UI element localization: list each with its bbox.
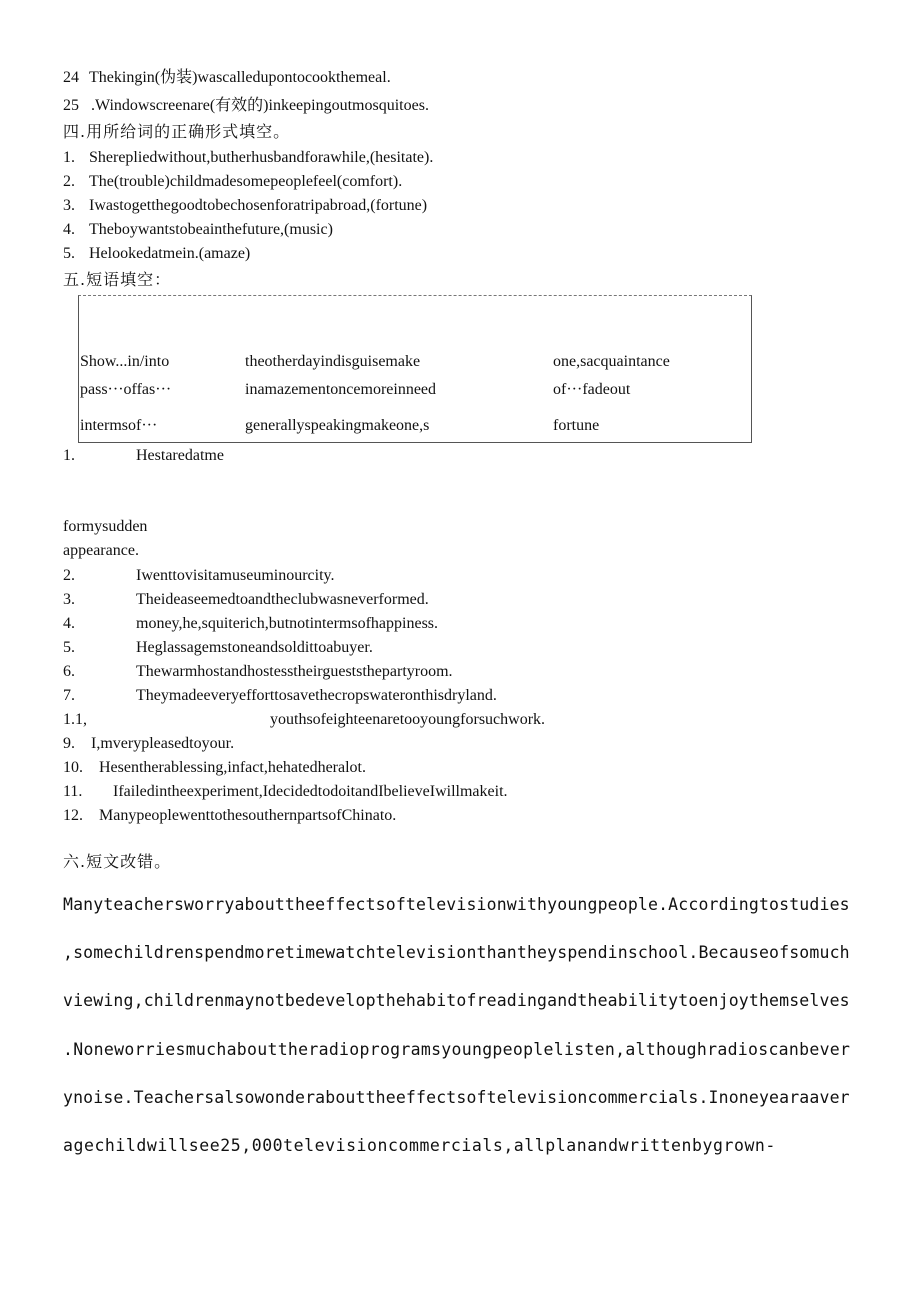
list-item: [63, 734, 234, 754]
item-text: money,he,squiterich,butnotintermsofhappiness.: [136, 615, 439, 632]
item-text: Hestaredatme: [136, 447, 224, 464]
item-number: 24: [63, 69, 79, 86]
item-number: 1.: [63, 447, 75, 464]
phrase-cell: pass···offas···: [80, 381, 172, 398]
phrase-cell: of···fadeout: [553, 381, 631, 398]
item-number: 1.1,: [63, 711, 87, 728]
item-text: ManypeoplewenttothesouthernpartsofChinato.: [99, 807, 397, 824]
item-text: Helookedatmein.(amaze): [89, 245, 251, 262]
passage-line: ,somechildrenspendmoretimewatchtelevisionthantheyspendinschool.Becauseofsomuch: [63, 943, 850, 962]
list-item: [63, 196, 427, 216]
phrase-cell: one,sacquaintance: [553, 353, 670, 370]
passage-line: agechildwillsee25,000televisioncommercials,allplanandwrittenbygrown-: [63, 1136, 776, 1155]
item-number: 7.: [63, 687, 75, 704]
item-number: 11.: [63, 783, 83, 800]
item-number: 2.: [63, 567, 75, 584]
passage-line: Manyteachersworryabouttheeffectsoftelevisionwithyoungpeople.Accordingtostudies: [63, 895, 850, 914]
list-item: [63, 782, 508, 802]
list-item: [63, 686, 497, 706]
item-number: 10.: [63, 759, 83, 776]
list-item: [63, 172, 402, 192]
item-number: 1.: [63, 149, 75, 166]
section-heading-5: 五.短语填空：: [63, 270, 172, 289]
item-text: Theymadeeveryefforttosavethecropswateronthisdryland.: [136, 687, 497, 704]
list-item: [63, 446, 224, 466]
item-number: 5.: [63, 245, 75, 262]
phrase-cell: generallyspeakingmakeone,s: [245, 417, 430, 434]
item-number: 12.: [63, 807, 83, 824]
item-text: Theboywantstobeainthefuture,(music): [89, 221, 333, 238]
list-item: [63, 244, 250, 264]
item-number: 25: [63, 97, 79, 114]
item-text: Sherepliedwithout,butherhusbandforawhile,(hesitate).: [89, 149, 434, 166]
list-item: [63, 614, 438, 634]
phrase-cell: theotherdayindisguisemake: [245, 353, 421, 370]
list-item: [63, 68, 391, 88]
item-number: 5.: [63, 639, 75, 656]
item-text: Ifailedintheexperiment,IdecidedtodoitandIbelieveIwillmakeit.: [113, 783, 508, 800]
section-heading-6: 六.短文改错。: [63, 852, 172, 871]
item-text: Thewarmhostandhostesstheirgueststhepartyroom.: [136, 663, 453, 680]
list-item: [63, 590, 429, 610]
passage-line: ynoise.Teachersalsowonderabouttheeffectsoftelevisioncommercials.Inoneyearaaver: [63, 1088, 850, 1107]
list-item: [63, 662, 453, 682]
list-item: [63, 638, 373, 658]
list-item: [63, 806, 396, 826]
item-text: Iwastogetthegoodtobechosenforatripabroad,(fortune): [89, 197, 428, 214]
list-item: [63, 710, 545, 730]
item-text: Heglassagemstoneandsoldittoabuyer.: [136, 639, 373, 656]
list-item: [63, 96, 429, 116]
section-heading-4: 四.用所给词的正确形式填空。: [63, 122, 291, 141]
phrase-box: [78, 295, 752, 443]
list-item: [63, 566, 334, 586]
list-item-continuation: appearance.: [63, 542, 139, 559]
item-text: Iwenttovisitamuseuminourcity.: [136, 567, 335, 584]
passage-line: .Noneworriesmuchabouttheradioprogramsyoungpeoplelisten,althoughradioscanbever: [63, 1040, 851, 1059]
item-text: Thekingin(伪装)wascalledupontocookthemeal.: [89, 69, 391, 86]
item-text: Hesentherablessing,infact,hehatedheralot.: [99, 759, 366, 776]
item-text: I,mverypleasedtoyour.: [91, 735, 235, 752]
list-item-continuation: formysudden: [63, 518, 148, 535]
item-text: Theideaseemedtoandtheclubwasneverformed.: [136, 591, 429, 608]
item-text: The(trouble)childmadesomepeoplefeel(comfort).: [89, 173, 403, 190]
item-number: 4.: [63, 615, 75, 632]
item-number: 2.: [63, 173, 75, 190]
phrase-cell: intermsof···: [80, 417, 158, 434]
list-item: [63, 148, 433, 168]
item-number: 3.: [63, 197, 75, 214]
item-number: 4.: [63, 221, 75, 238]
passage-line: viewing,childrenmaynotbedevelopthehabitofreadingandtheabilitytoenjoythemselves: [63, 991, 850, 1010]
item-text: .Windowscreenare(有效的)inkeepingoutmosquitoes.: [91, 97, 429, 114]
phrase-cell: inamazementoncemoreinneed: [245, 381, 437, 398]
item-text: youthsofeighteenaretooyoungforsuchwork.: [270, 711, 546, 728]
item-number: 9.: [63, 735, 75, 752]
list-item: [63, 220, 333, 240]
phrase-cell: Show...in/into: [80, 353, 170, 370]
list-item: [63, 758, 366, 778]
item-number: 6.: [63, 663, 75, 680]
item-number: 3.: [63, 591, 75, 608]
phrase-cell: fortune: [553, 417, 600, 434]
